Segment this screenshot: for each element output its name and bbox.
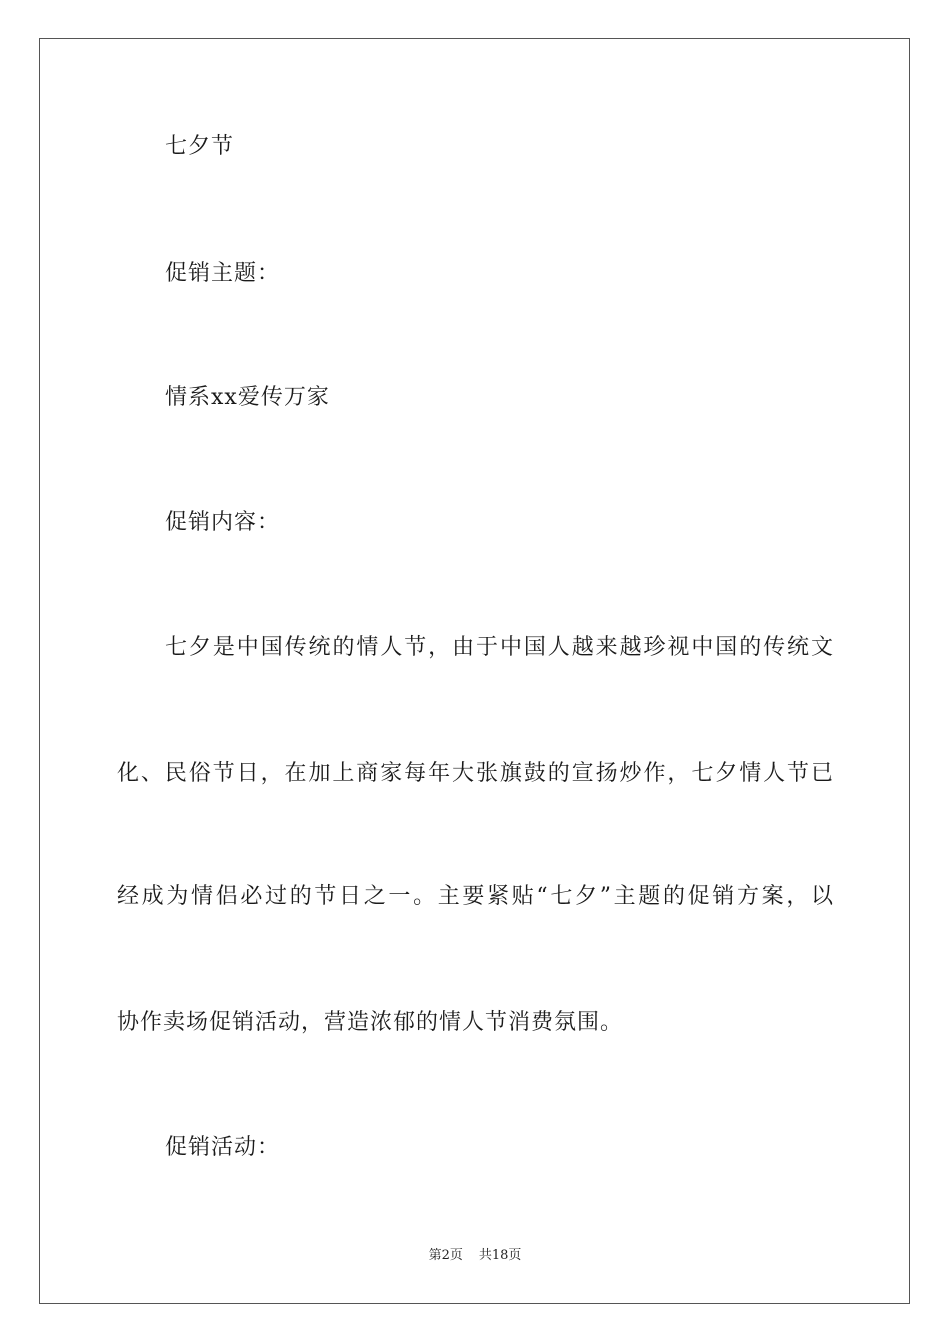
page-footer xyxy=(0,1247,950,1265)
paragraph-line-3: 经成为情侣必过的节日之一。主要紧贴“七夕”主题的促销方案，以 xyxy=(117,884,833,909)
page-number: 第2页 xyxy=(428,1248,463,1263)
paragraph-line-1: 七夕是中国传统的情人节，由于中国人越来越珍视中国的传统文 xyxy=(165,635,833,660)
page-total: 共18页 xyxy=(478,1248,522,1263)
text-line-activity-label: 促销活动： xyxy=(165,1135,281,1160)
text-line-theme: 情系xx爱传万家 xyxy=(165,385,330,410)
page-border xyxy=(39,38,910,1304)
text-line-theme-label: 促销主题： xyxy=(165,261,281,286)
paragraph-line-4: 协作卖场促销活动，营造浓郁的情人节消费氛围。 xyxy=(117,1010,624,1035)
text-line-content-label: 促销内容： xyxy=(165,510,281,535)
text-line-title: 七夕节 xyxy=(165,134,235,159)
paragraph-line-2: 化、民俗节日，在加上商家每年大张旗鼓的宣扬炒作，七夕情人节已 xyxy=(117,761,833,786)
